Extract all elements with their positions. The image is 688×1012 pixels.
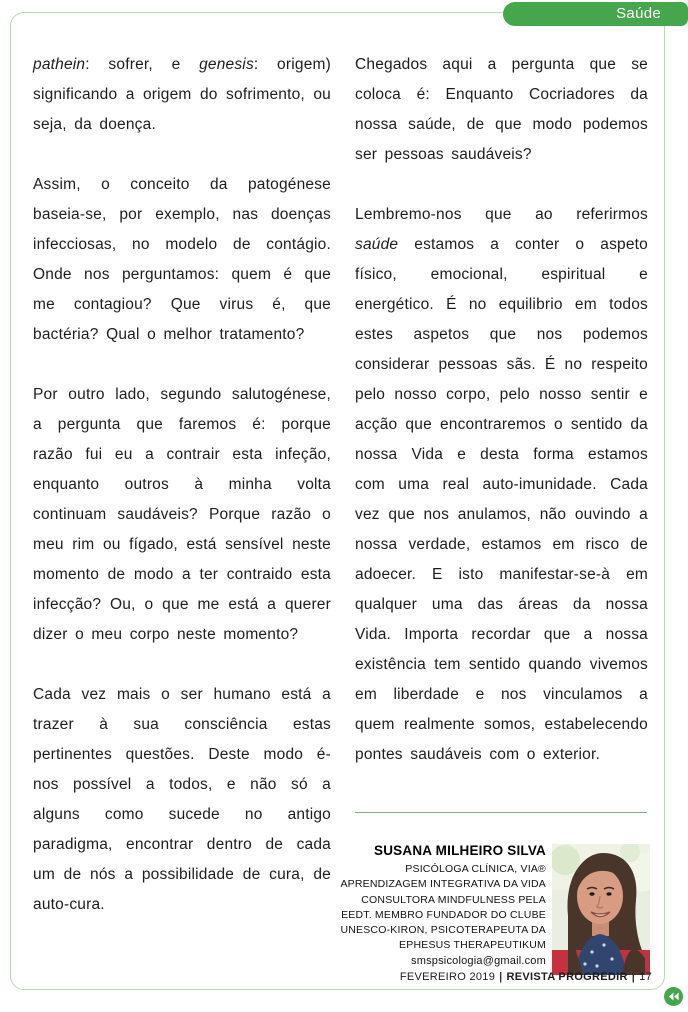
author-credential-line: PSICÓLOGA CLÍNICA, VIA® <box>405 863 546 875</box>
author-email-link[interactable]: smspsicologia@gmail.com <box>411 954 546 967</box>
author-credential-line: CONSULTORA MINDFULNESS PELA <box>361 893 546 906</box>
article-paragraph: Assim, o conceito da patogénese baseia-se, por exemplo, nas doenças infecciosas, no modelo de contágio. Onde nos perguntamos: quem é que me contagiou? Que virus é, que bactéria? Qual o melhor tratamento? <box>33 176 331 343</box>
author-credential-line: APRENDIZAGEM INTEGRATIVA DA VIDA <box>340 878 546 891</box>
previous-page-button[interactable] <box>664 987 683 1006</box>
author-bio <box>300 843 546 969</box>
footer-separator: | <box>631 971 636 983</box>
article-paragraph: Por outro lado, segundo salutogénese, a pergunta que faremos é: porque razão fui eu a contrair esta infeção, enquanto outros à minha volta continuam saudáveis? Porque razão o meu rim ou fígado, está sensível neste momento de modo a ter contraido esta infecção? Ou, o que me está a querer dizer o meu corpo neste momento? <box>33 386 331 643</box>
bio-separator-line <box>355 812 647 813</box>
article-paragraph: Cada vez mais o ser humano está a trazer à sua consciência estas pertinentes questões. Deste modo é-nos possível a todos, e não só a alguns como sucede no antigo paradigma, encontrar dentro de cada um de nós a possibilidade de cura, de auto-cura. <box>33 686 331 913</box>
author-credentials <box>300 862 546 954</box>
article-column-right <box>355 50 648 800</box>
article-paragraph: Chegados aqui a pergunta que se coloca é: Enquanto Cocriadores da nossa saúde, de que modo podemos ser pessoas saudáveis? <box>355 56 648 163</box>
author-photo-image <box>552 844 650 975</box>
author-credential-line: EPHESUS THERAPEUTIKUM <box>399 939 546 952</box>
footer-page-number: 17 <box>639 971 652 983</box>
article-paragraph: Lembremo-nos que ao referirmos saúde estamos a conter o aspeto físico, emocional, espiritual e energético. É no equilibrio em todos estes aspetos que nos podemos considerar pessoas sãs. É no respeito pelo nosso corpo, pelo nosso sentir e acção que encontraremos o sentido da nossa Vida e desta forma estamos com uma real auto-imunidade. Cada vez que nos anulamos, não ouvindo a nossa verdade, estamos em risco de adoecer. E isto manifestar-se-à em qualquer uma das áreas da nossa Vida. Importa recordar que a nossa existência tem sentido quando vivemos em liberdade e nos vinculamos a quem realmente somos, estabelecendo pontes saudáveis com o exterior. <box>355 206 648 763</box>
section-tab-saude: Saúde <box>503 2 688 26</box>
rewind-icon <box>664 987 683 1006</box>
footer-separator: | <box>499 971 503 983</box>
page-footer <box>400 971 652 985</box>
author-credential-line: UNESCO-KIRON, PSICOTERAPEUTA DA <box>340 924 546 937</box>
footer-date: FEVEREIRO 2019 <box>399 971 496 983</box>
author-name: SUSANA MILHEIRO SILVA <box>374 843 546 858</box>
footer-magazine-title: REVISTA PROGREDIR <box>506 971 628 983</box>
article-paragraph: pathein: sofrer, e genesis: origem) significando a origem do sofrimento, ou seja, da doença. <box>33 56 331 133</box>
author-photo <box>552 844 650 975</box>
article-column-left <box>33 50 331 950</box>
author-credential-line: EEDT. MEMBRO FUNDADOR DO CLUBE <box>341 908 546 921</box>
